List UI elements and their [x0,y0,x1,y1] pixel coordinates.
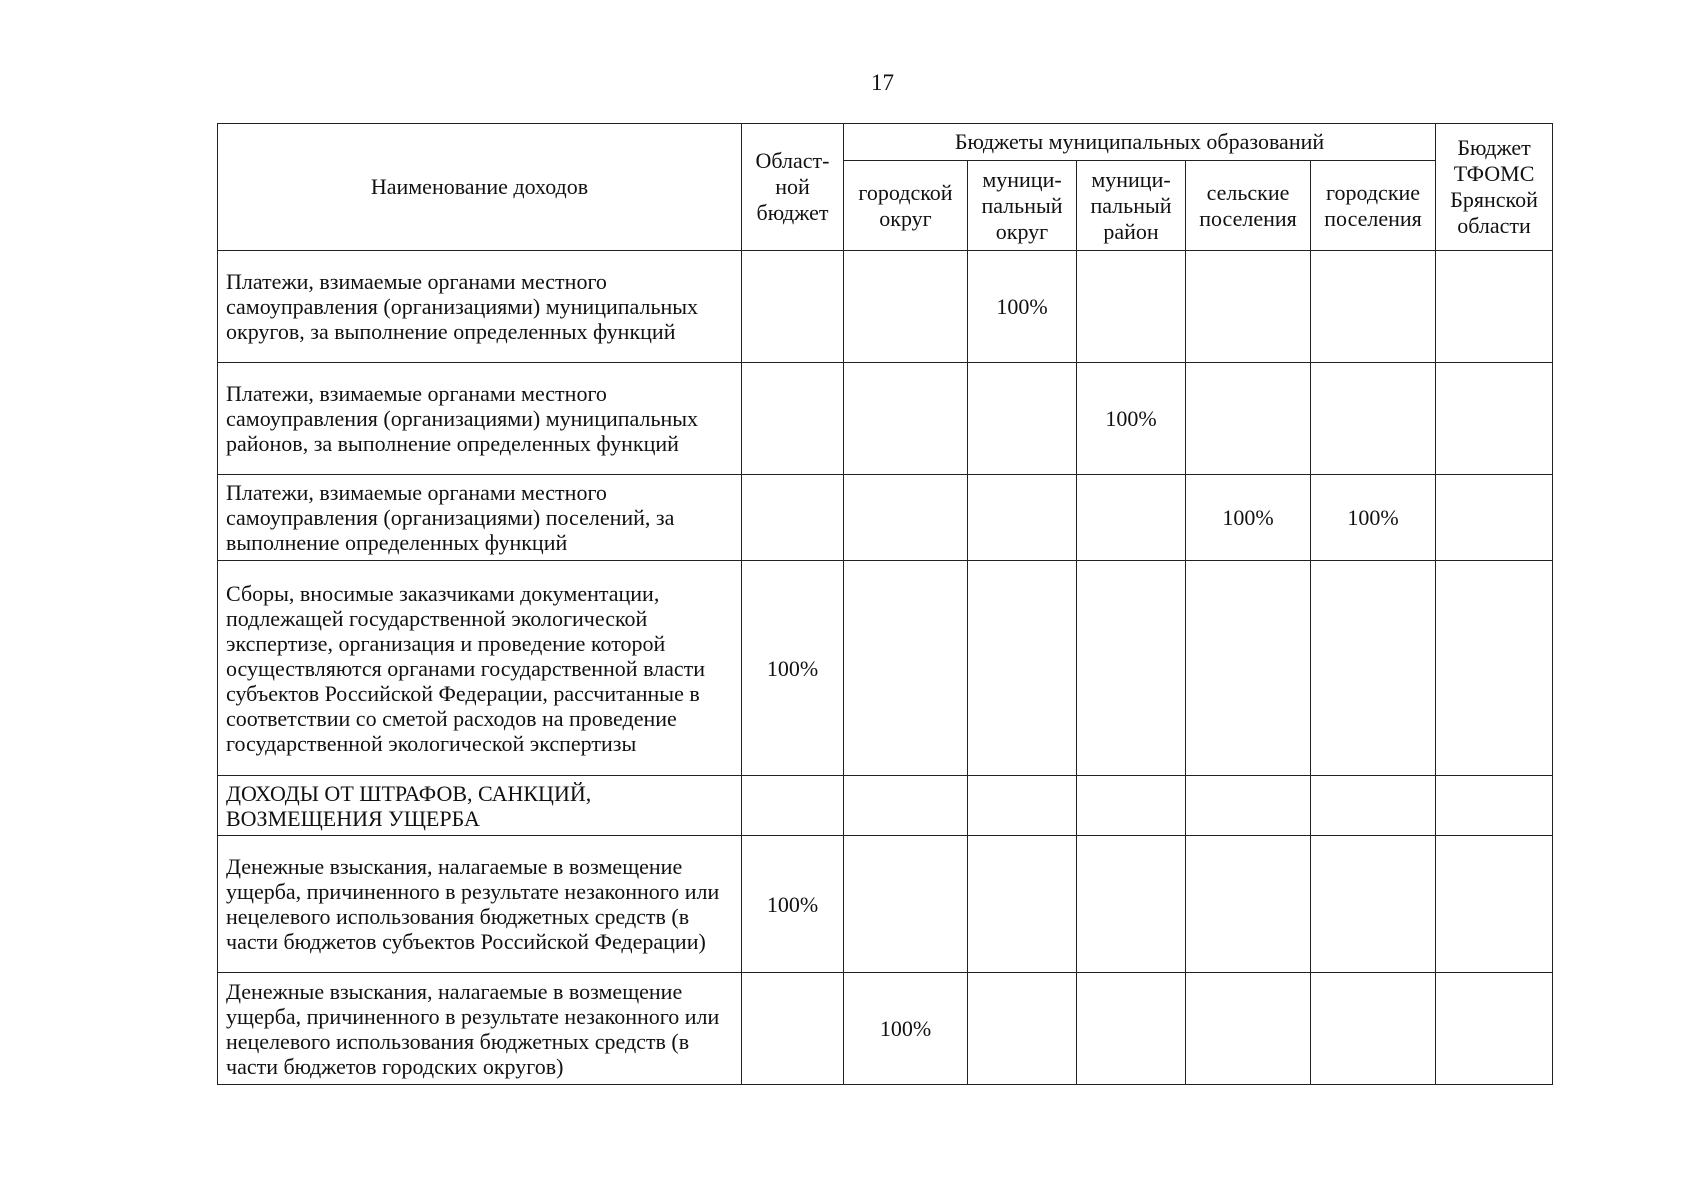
cell-tfoms [1436,251,1553,363]
cell-city-district: 100% [844,973,968,1085]
cell-rural-settlements [1186,776,1311,836]
cell-regional: 100% [742,836,844,973]
cell-rural-settlements [1186,251,1311,363]
table-row [218,475,1553,561]
cell-urban-settlements [1311,363,1436,475]
cell-municipal-raion [1077,475,1186,561]
cell-urban-settlements [1311,561,1436,776]
cell-tfoms [1436,561,1553,776]
row-name: Платежи, взимаемые органами местного самоуправления (организациями) поселений, за выполнение определенных функций [218,475,742,561]
header-municipal-okrug: муници- пальный округ [968,161,1077,251]
cell-regional [742,973,844,1085]
cell-tfoms [1436,836,1553,973]
table-row [218,561,1553,776]
cell-rural-settlements [1186,363,1311,475]
row-name: Денежные взыскания, налагаемые в возмещение ущерба, причиненного в результате незаконного или нецелевого использования бюджетных средств (в части бюджетов городских округов) [218,973,742,1085]
cell-municipal-okrug [968,475,1077,561]
cell-rural-settlements [1186,973,1311,1085]
cell-municipal-raion [1077,973,1186,1085]
row-name: Платежи, взимаемые органами местного самоуправления (организациями) муниципальных округов, за выполнение определенных функций [218,251,742,363]
table-row [218,363,1553,475]
cell-municipal-raion [1077,561,1186,776]
cell-tfoms [1436,475,1553,561]
cell-city-district [844,836,968,973]
cell-urban-settlements: 100% [1311,475,1436,561]
cell-regional: 100% [742,561,844,776]
cell-municipal-okrug: 100% [968,251,1077,363]
cell-tfoms [1436,776,1553,836]
cell-municipal-raion [1077,776,1186,836]
cell-regional [742,251,844,363]
cell-tfoms [1436,363,1553,475]
table-row [218,251,1553,363]
page-number: 17 [871,70,894,95]
cell-urban-settlements [1311,251,1436,363]
cell-rural-settlements [1186,836,1311,973]
header-regional-budget: Област- ной бюджет [742,124,844,251]
cell-municipal-okrug [968,363,1077,475]
table-row-section [218,776,1553,836]
cell-city-district [844,475,968,561]
cell-municipal-okrug [968,776,1077,836]
cell-municipal-raion [1077,251,1186,363]
header-city-district: городской округ [844,161,968,251]
cell-regional [742,475,844,561]
cell-urban-settlements [1311,836,1436,973]
cell-tfoms [1436,973,1553,1085]
cell-rural-settlements [1186,561,1311,776]
cell-city-district [844,363,968,475]
cell-municipal-okrug [968,973,1077,1085]
cell-municipal-okrug [968,836,1077,973]
header-rural-settlements: сельские поселения [1186,161,1311,251]
row-name: Денежные взыскания, налагаемые в возмещение ущерба, причиненного в результате незаконного или нецелевого использования бюджетных средств (в части бюджетов субъектов Российской Федерации) [218,836,742,973]
header-municipal-raion: муници- пальный район [1077,161,1186,251]
cell-city-district [844,776,968,836]
table-row [218,836,1553,973]
header-urban-settlements: городские поселения [1311,161,1436,251]
cell-urban-settlements [1311,776,1436,836]
cell-rural-settlements: 100% [1186,475,1311,561]
row-name: Сборы, вносимые заказчиками документации, подлежащей государственной экологической экспертизе, организация и проведение которой осуществляются органами государственной власти субъектов Российской Федерации, рассчитанные в соответствии со сметой расходов на проведение государственной экологической экспертизы [218,561,742,776]
row-name: Платежи, взимаемые органами местного самоуправления (организациями) муниципальных районов, за выполнение определенных функций [218,363,742,475]
cell-municipal-raion [1077,836,1186,973]
cell-urban-settlements [1311,973,1436,1085]
cell-municipal-okrug [968,561,1077,776]
header-tfoms-budget: Бюджет ТФОМС Брянской области [1436,124,1553,251]
table-row [218,973,1553,1085]
cell-regional [742,363,844,475]
revenue-distribution-table [217,123,1553,1085]
section-title: ДОХОДЫ ОТ ШТРАФОВ, САНКЦИЙ, ВОЗМЕЩЕНИЯ УЩЕРБА [218,776,742,836]
header-municipal-budgets: Бюджеты муниципальных образований [844,124,1436,161]
cell-municipal-raion: 100% [1077,363,1186,475]
header-name: Наименование доходов [218,124,742,251]
cell-city-district [844,561,968,776]
cell-city-district [844,251,968,363]
cell-regional [742,776,844,836]
